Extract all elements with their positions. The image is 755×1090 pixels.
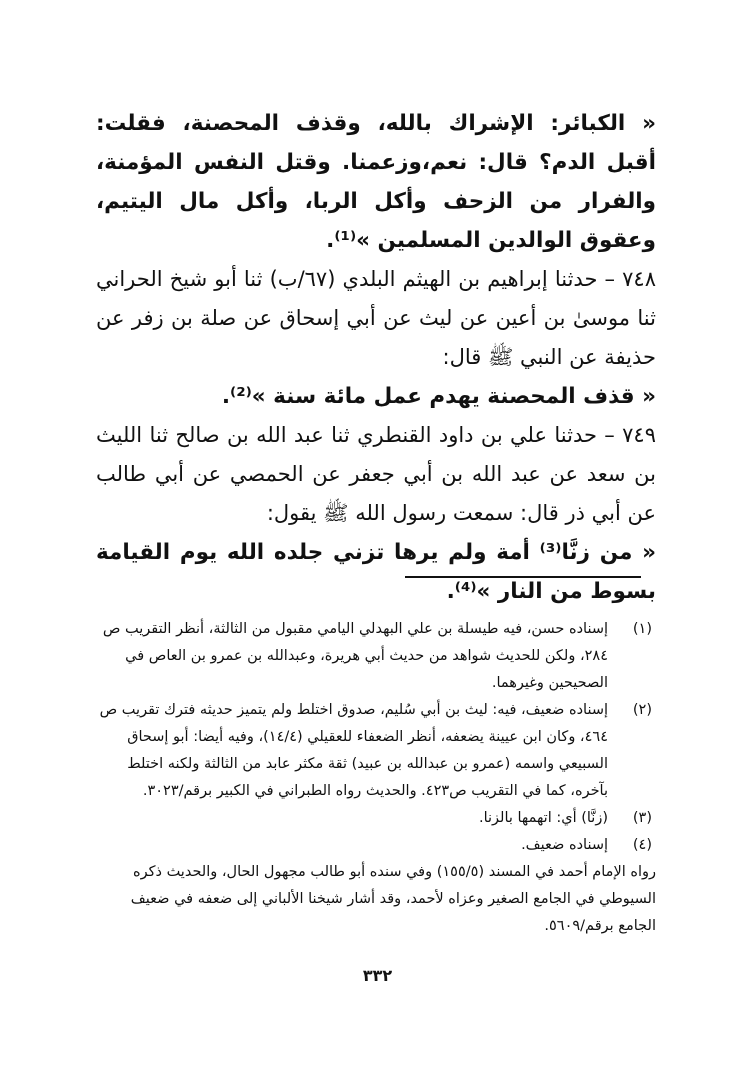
hadith-quote-1: « الكبائر: الإشراك بالله، وقذف المحصنة، فقلت: أقبل الدم؟ قال: نعم،وزعمنا. وقتل النفس المؤمنة، والفرار من الزحف وأكل الربا، وأكل مال اليتيم، وعقوق الوالدين المسلمين »⁽¹⁾. [96,111,656,253]
footnote-text: إسناده ضعيف، فيه: ليث بن أبي سُليم، صدوق اختلط ولم يتميز حديثه فترك تقريب ص ٤٦٤، وكان ابن عيينة يضعفه، أنظر الضعفاء للعقيلي (١٤/٤)، وفيه أيضا: أبو إسحاق السبيعي واسمه (عمرو بن عبدالله بن عبيد) ثقة مكثر عابد من الثالثة ولكنه اختلط بآخره، كما في التقريب ص٤٢٣. والحديث رواه الطبراني في الكبير برقم/٣٠٢٣. [99,702,608,799]
footnote-3 [96,805,656,832]
hadith-quote-3: « من زنَّا⁽³⁾ أمة ولم يرها تزني جلده الله يوم القيامة بسوط من النار »⁽⁴⁾. [96,540,656,604]
main-text [96,104,656,611]
footnote-number: (١) [632,621,652,637]
footnote-text: إسناده ضعيف. [521,837,608,853]
footnotes [96,616,656,940]
footnote-number: (٣) [632,810,652,826]
footnote-4 [96,832,656,859]
page-number: ٣٣٢ [362,966,393,985]
footnote-separator [405,576,641,578]
footnote-number: (٤) [632,837,652,853]
footnote-number: (٢) [632,702,652,718]
isnad-749: ٧٤٩ – حدثنا علي بن داود القنطري ثنا عبد الله بن صالح ثنا الليث بن سعد عن عبد الله بن أبي جعفر عن الحمصي عن أبي طالب عن أبي ذر قال: سمعت رسول الله ﷺ يقول: [96,423,656,525]
footnote-1 [96,616,656,697]
hadith-quote-2: « قذف المحصنة يهدم عمل مائة سنة »⁽²⁾. [221,384,656,409]
isnad-748: ٧٤٨ – حدثنا إبراهيم بن الهيثم البلدي (٦٧/ب) ثنا أبو شيخ الحراني ثنا موسىٰ بن أعين عن ليث عن أبي إسحاق عن صلة بن زفر عن حذيفة عن النبي ﷺ قال: [96,267,656,369]
footnote-text: إسناده حسن، فيه طيسلة بن علي البهدلي اليامي مقبول من الثالثة، أنظر التقريب ص ٢٨٤، ولكن للحديث شواهد من حديث أبي هريرة، وعبدالله بن عمرو بن العاص في الصحيحين وغيرهما. [102,621,608,691]
footnote-text: (زنَّا) أي: اتهمها بالزنا. [478,810,608,826]
footnote-4-continuation: رواه الإمام أحمد في المسند (١٥٥/٥) وفي سنده أبو طالب مجهول الحال، والحديث ذكره السيوطي في الجامع الصغير وعزاه لأحمد، وقد أشار شيخنا الألباني إلى ضعفه في ضعيف الجامع برقم/٥٦٠٩. [130,864,656,934]
footnote-2 [96,697,656,805]
